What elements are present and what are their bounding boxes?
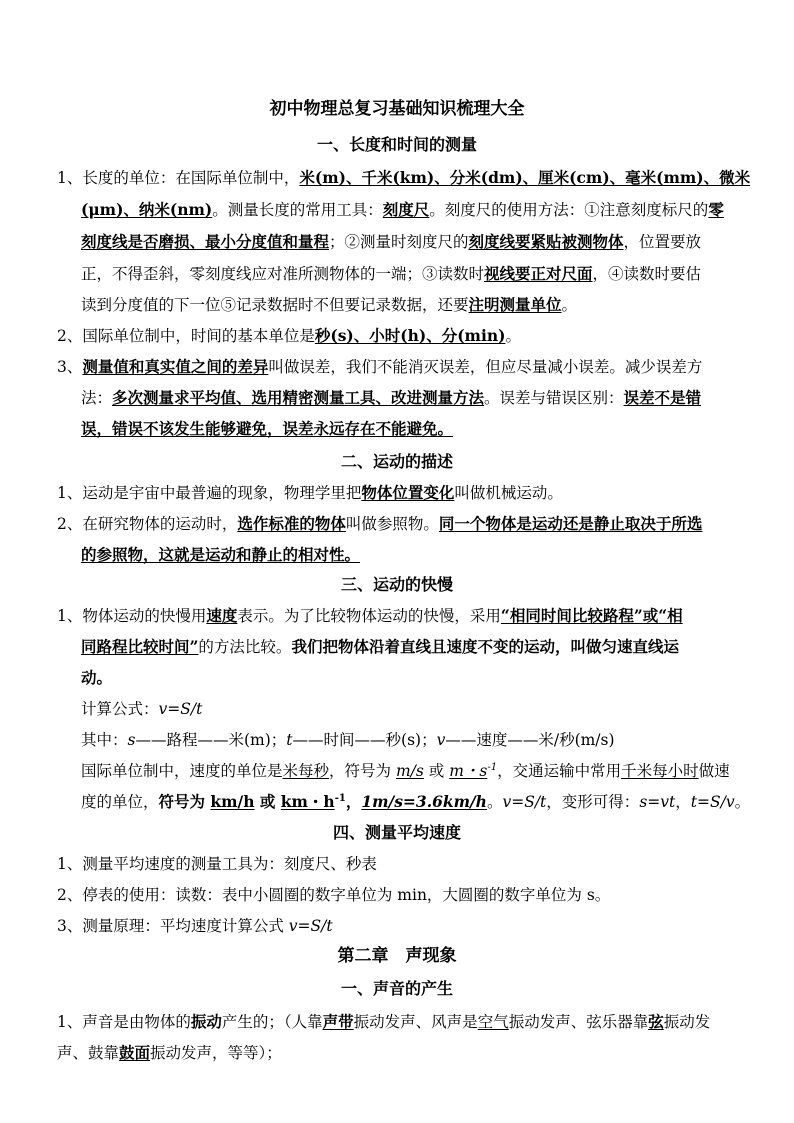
unit-text: m・s <box>449 762 488 780</box>
text: 其中： <box>81 731 128 749</box>
text: ，位置要放 <box>623 233 702 251</box>
chapter-title: 第二章 声现象 <box>337 946 457 966</box>
text: 。 <box>734 793 751 811</box>
text: 度的单位， <box>81 793 159 811</box>
section-heading-sound-production: 一、声音的产生 <box>340 979 453 998</box>
paragraph-line: 1、测量平均速度的测量工具为：刻度尺、秒表 <box>57 855 377 873</box>
superscript: -1 <box>487 762 498 773</box>
text: 。 <box>561 296 578 314</box>
text: 3、测量原理：平均速度计算公式 <box>57 917 289 935</box>
formula-text: v=S/t <box>502 793 547 811</box>
emphasis-text: 误，错误不该发生能够避免，误差永远存在不能避免。 <box>81 419 454 438</box>
paragraph-line <box>57 357 702 377</box>
variable-text: v <box>436 731 446 749</box>
text: 。刻度尺的使用方法：①注意刻度标尺的 <box>429 201 709 219</box>
text: 振动发声、弦乐器靠 <box>508 1013 649 1031</box>
paragraph-line <box>57 483 563 503</box>
paragraph-line <box>81 792 750 812</box>
text: 2、国际单位制中，时间的基本单位是 <box>57 327 315 345</box>
text: 的方法比较。 <box>198 638 292 656</box>
unit-text: m/s <box>395 762 424 780</box>
emphasis-text: (μm)、纳米(nm) <box>81 200 213 219</box>
text: 振动发 <box>663 1013 711 1031</box>
page-title: 初中物理总复习基础知识梳理大全 <box>269 99 525 119</box>
emphasis-text: 注明测量单位 <box>468 295 562 314</box>
bold-text: 动。 <box>81 668 113 687</box>
paragraph-line <box>57 1043 282 1063</box>
paragraph-line <box>81 545 360 565</box>
emphasis-text: 同路程比较时间” <box>81 637 199 656</box>
emphasis-text: 多次测量求平均值、选用精密测量工具、改进测量方法 <box>112 388 485 407</box>
emphasis-text: 视线要正对尺面 <box>484 264 593 283</box>
paragraph-line <box>57 326 521 346</box>
text: 声、鼓靠 <box>57 1044 120 1062</box>
text: 产生的；（人靠 <box>221 1013 323 1031</box>
variable-text: t <box>286 731 293 749</box>
paragraph-line <box>81 200 724 220</box>
text: 。 <box>486 793 503 811</box>
text: 1、声音是由物体的 <box>57 1013 191 1031</box>
text: 振动发声，等等）； <box>150 1044 282 1062</box>
variable-text: s <box>127 731 136 749</box>
paragraph-line <box>81 730 615 750</box>
text: 国际单位制中，速度的单位是 <box>81 762 283 780</box>
text: ，④读数时要估 <box>592 265 702 283</box>
emphasis-text: 测量值和真实值之间的差异 <box>82 357 269 376</box>
text: 计算公式： <box>81 700 159 718</box>
superscript: -1 <box>334 793 346 804</box>
formula-text: t=S/v <box>690 793 735 811</box>
emphasis-text: 刻度线是否磨损、最小分度值和量程 <box>81 232 330 251</box>
emphasis-text: 刻度尺 <box>382 200 430 219</box>
emphasis-text: 同一个物体是运动还是静止取决于所选 <box>438 514 703 533</box>
text: 。 <box>505 327 521 345</box>
text: ， <box>675 793 691 811</box>
emphasis-text: 误差不是错 <box>623 388 702 407</box>
text: ；②测量时刻度尺的 <box>329 233 469 251</box>
formula-text: s=vt <box>639 793 676 811</box>
emphasis-text: 鼓面 <box>119 1043 151 1062</box>
paragraph-line <box>81 419 453 439</box>
underlined-text: 米每秒 <box>282 762 330 780</box>
text: ——速度——米/秒(m/s) <box>445 731 615 749</box>
emphasis-text: 物体位置变化 <box>361 483 455 502</box>
paragraph-line <box>57 916 333 936</box>
text: 1、物体运动的快慢用 <box>57 607 207 625</box>
underlined-text: 千米每小时 <box>621 762 699 780</box>
text: 振动发声、风声是 <box>353 1013 478 1031</box>
paragraph-line <box>81 388 701 408</box>
text: 表示。为了比较物体运动的快慢，采用 <box>237 607 501 625</box>
unit-text: km/h <box>210 792 255 811</box>
paragraph-line <box>81 637 679 657</box>
section-heading-motion-speed: 三、运动的快慢 <box>340 575 453 594</box>
emphasis-text: 米(m)、千米(km)、分米(dm)、厘米(cm)、毫米(mm)、微米 <box>299 168 751 187</box>
bold-text: ， <box>345 792 362 811</box>
emphasis-text: 零 <box>708 200 724 219</box>
formula-line <box>81 699 202 719</box>
section-heading-motion-description: 二、运动的描述 <box>340 452 453 471</box>
text: ，符号为 <box>329 762 396 780</box>
paragraph-line: 2、停表的使用：读数：表中小圆圈的数字单位为 min，大圆圈的数字单位为 s。 <box>57 886 611 904</box>
emphasis-text: 的参照物，这就是运动和静止的相对性。 <box>81 545 361 564</box>
emphasis-text: 秒(s)、小时(h)、分(min) <box>314 326 506 345</box>
bold-text: 振动 <box>190 1012 222 1031</box>
section-heading-average-speed: 四、测量平均速度 <box>332 823 461 842</box>
text: 叫做参照物。 <box>345 515 439 533</box>
underlined-text: 空气 <box>477 1013 509 1031</box>
paragraph-line <box>81 761 730 781</box>
text: 正，不得歪斜，零刻度线应对准所测物体的一端；③读数时 <box>81 265 485 283</box>
paragraph-line <box>81 668 112 688</box>
emphasis-text: 声带 <box>322 1012 354 1031</box>
text: 1、运动是宇宙中最普遍的现象，物理学里把 <box>57 484 362 502</box>
paragraph-line <box>81 295 577 315</box>
emphasis-text: 弦 <box>648 1012 664 1031</box>
text: 1、长度的单位：在国际单位制中， <box>57 169 300 187</box>
text: 或 <box>423 762 450 780</box>
text: ，变形可得： <box>546 793 640 811</box>
text: ，交通运输中常用 <box>497 762 622 780</box>
text: ——时间——秒(s)； <box>292 731 437 749</box>
text: 。误差与错误区别： <box>484 389 624 407</box>
paragraph-line <box>81 264 701 284</box>
emphasis-text: 选作标准的物体 <box>237 514 346 533</box>
paragraph-line <box>57 514 702 534</box>
text: 叫做误差，我们不能消灭误差，但应尽量减小误差。减少误差方 <box>268 358 703 376</box>
bold-text: 或 <box>254 792 281 811</box>
section-heading-length-time: 一、长度和时间的测量 <box>316 135 477 154</box>
paragraph-line <box>81 232 701 252</box>
text: 法： <box>81 389 113 407</box>
emphasis-text: 速度 <box>206 606 238 625</box>
bold-text: 符号为 <box>158 792 211 811</box>
emphasis-text: “相同时间比较路程”或“相 <box>500 606 683 625</box>
text: 2、在研究物体的运动时， <box>57 515 238 533</box>
paragraph-line <box>57 1012 710 1032</box>
paragraph-line <box>57 168 750 188</box>
text: 。测量长度的常用工具： <box>212 201 383 219</box>
paragraph-line <box>57 606 683 626</box>
formula-text: v=S/t <box>158 700 203 718</box>
text: 做速 <box>698 762 730 780</box>
emphasis-text: 刻度线要紧贴被测物体 <box>468 232 624 251</box>
text: 3、 <box>57 358 83 376</box>
unit-text: km・h <box>280 792 335 811</box>
text: ——路程——米(m)； <box>135 731 287 749</box>
conversion-text: 1m/s=3.6km/h <box>361 792 487 811</box>
text: 读到分度值的下一位⑤记录数据时不但要记录数据，还要 <box>81 296 469 314</box>
bold-text: 我们把物体沿着直线且速度不变的运动，叫做匀速直线运 <box>291 637 679 656</box>
formula-text: v=S/t <box>288 917 333 935</box>
text: 叫做机械运动。 <box>454 484 563 502</box>
